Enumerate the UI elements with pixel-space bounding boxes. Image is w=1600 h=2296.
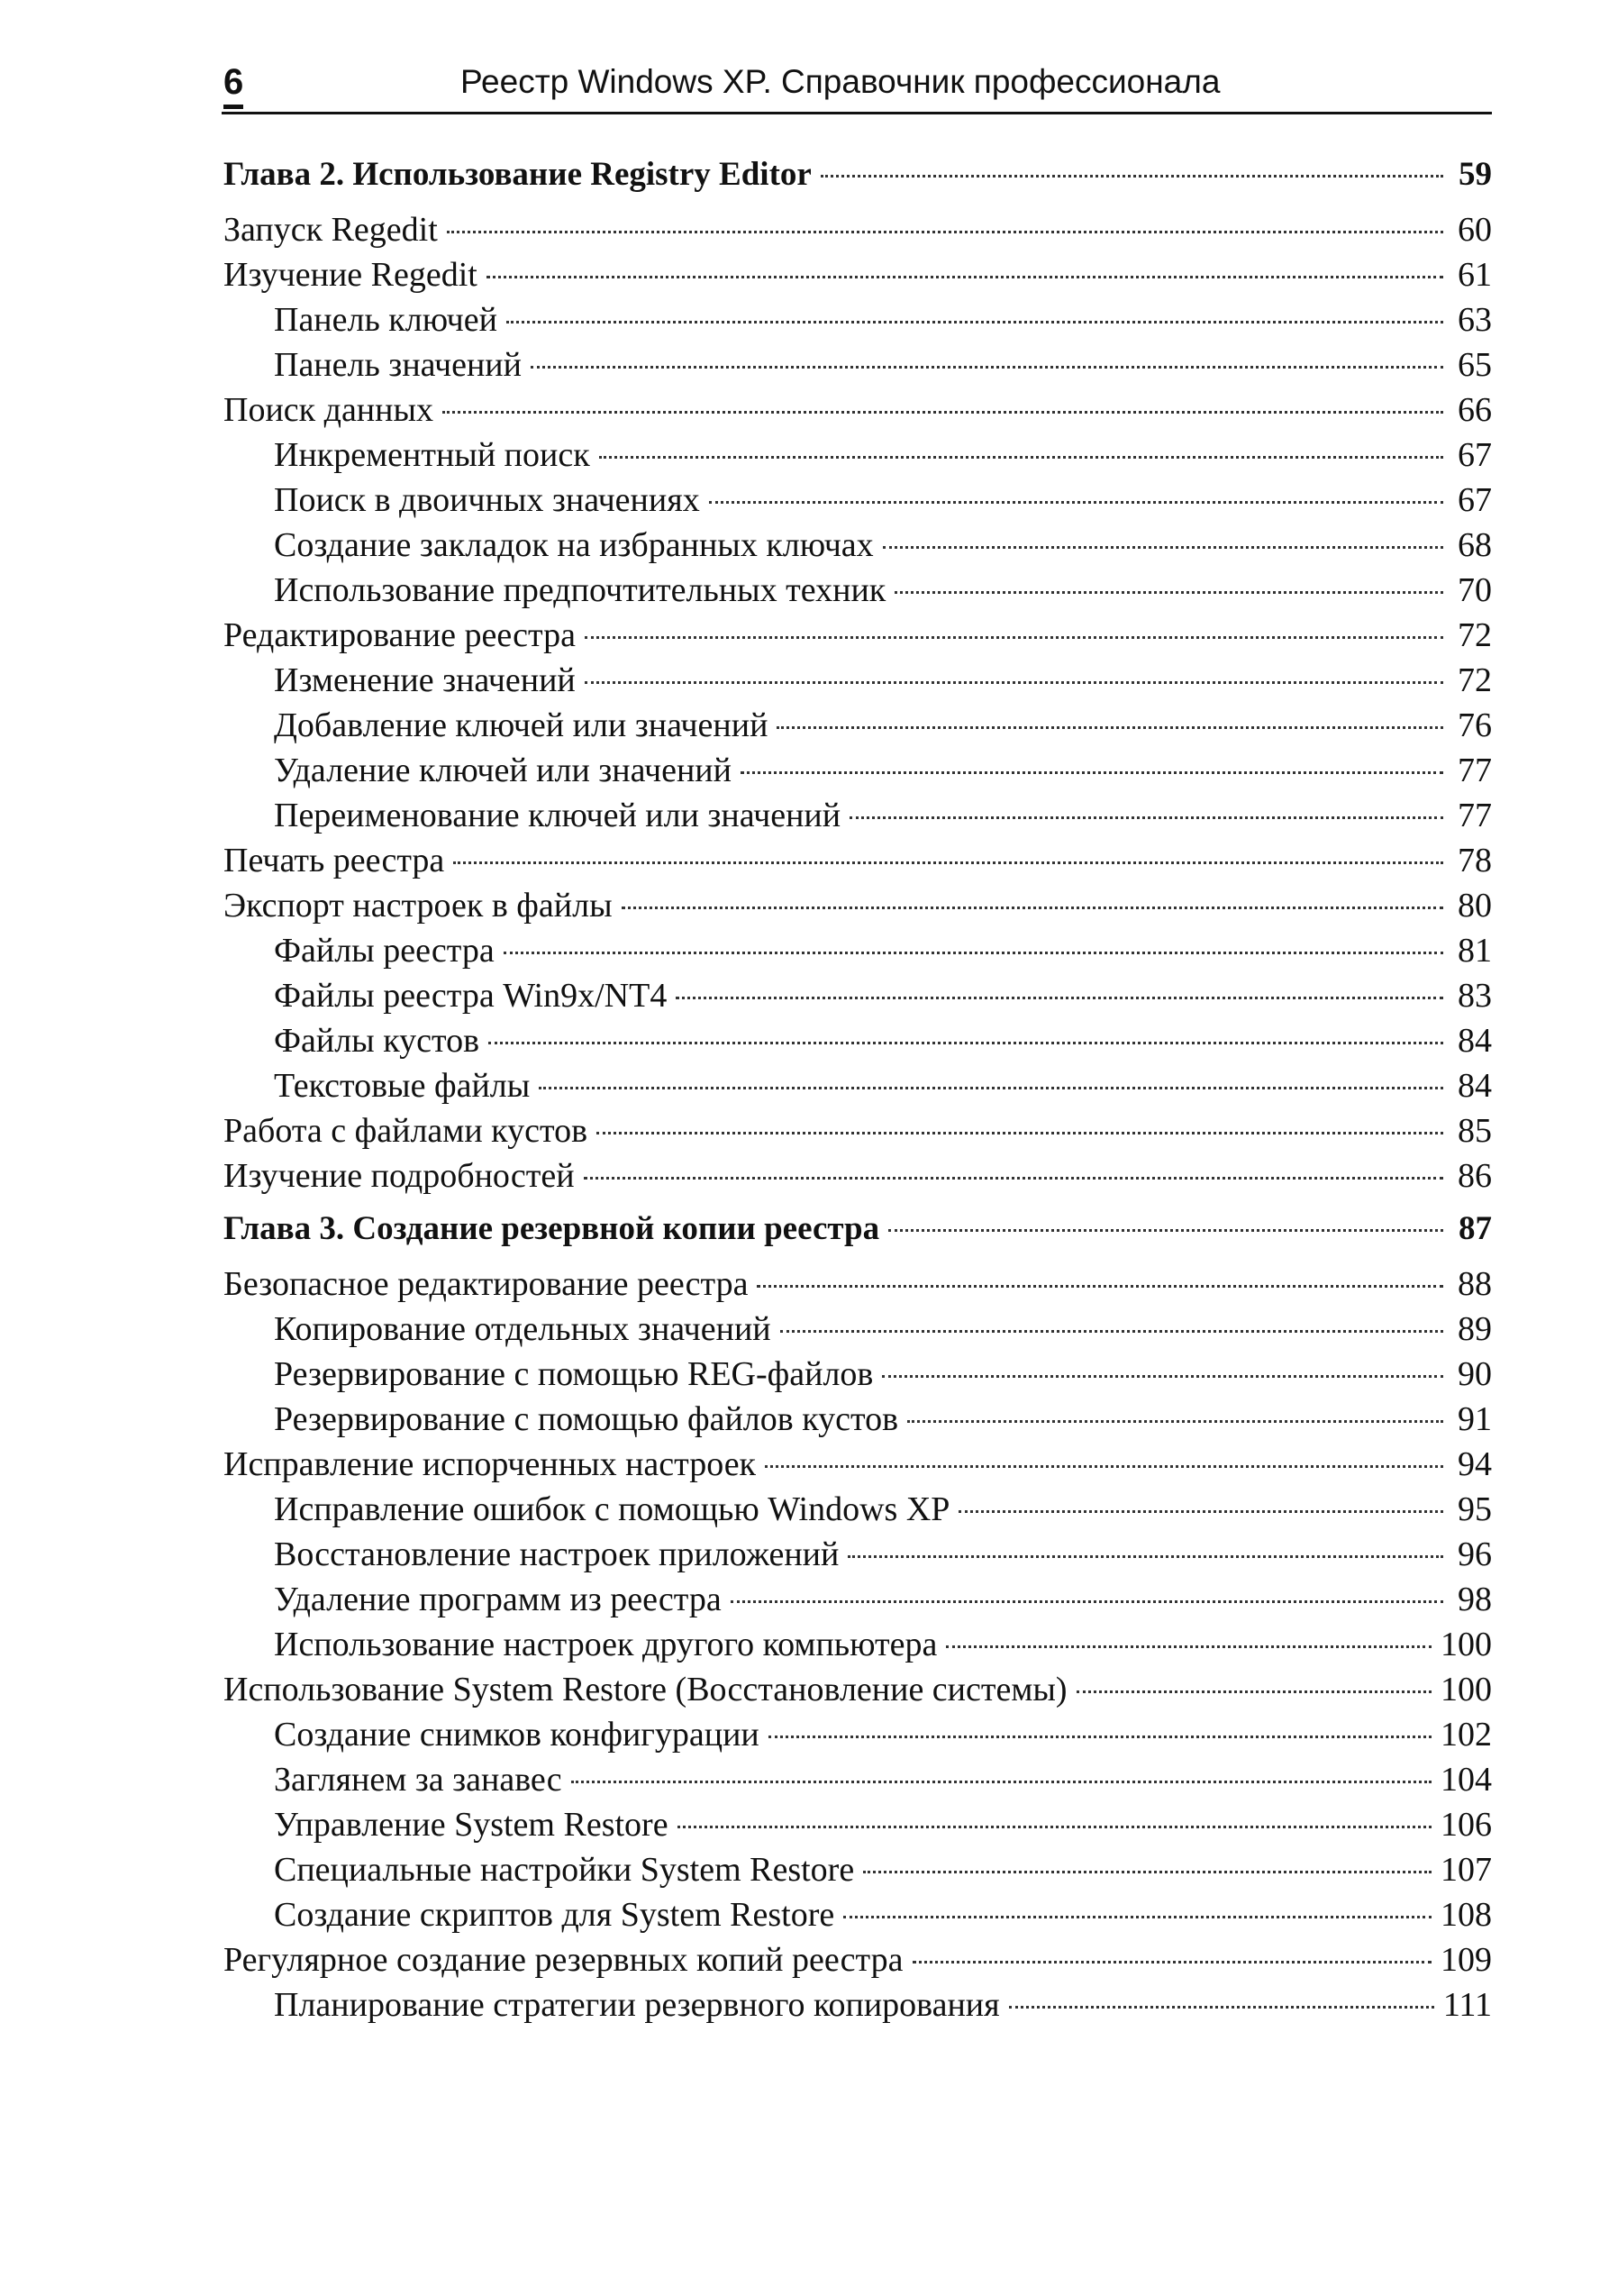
dot-leader [622,907,1443,909]
toc-page: 96 [1458,1535,1492,1573]
toc-page: 63 [1458,301,1492,339]
toc-subentry[interactable] [223,1712,1492,1757]
dot-leader [959,1510,1443,1513]
toc-entry[interactable] [223,838,1492,883]
toc-subentry[interactable] [223,1757,1492,1802]
dot-leader [821,175,1443,178]
dot-leader [488,1042,1443,1044]
toc-entry[interactable] [223,1108,1492,1153]
toc-title: Управление System Restore [274,1806,668,1844]
toc-title: Использование предпочтительных техник [274,571,886,609]
toc-page: 86 [1458,1157,1492,1195]
toc-page: 107 [1441,1851,1492,1889]
toc-page: 72 [1458,661,1492,699]
toc-title: Исправление ошибок с помощью Windows XP [274,1490,950,1528]
toc-page: 76 [1458,706,1492,744]
toc-title: Восстановление настроек приложений [274,1535,840,1573]
toc-subentry[interactable] [223,523,1492,568]
dot-leader [946,1645,1432,1648]
dot-leader [731,1600,1443,1603]
dot-leader [442,411,1443,414]
dot-leader [895,591,1443,594]
dot-leader [907,1420,1443,1423]
dot-leader [453,861,1443,864]
toc-page: 67 [1458,481,1492,519]
toc-subentry[interactable] [223,703,1492,748]
toc-page: 108 [1441,1896,1492,1934]
dot-leader [596,1132,1443,1134]
toc-title: Резервирование с помощью REG-файлов [274,1355,874,1393]
dot-leader [584,1177,1443,1180]
toc-title: Использование System Restore (Восстановление системы) [223,1671,1068,1708]
dot-leader [676,997,1443,999]
toc-page: 77 [1458,797,1492,834]
toc-entry[interactable] [223,1667,1492,1712]
toc-subentry[interactable] [223,1847,1492,1892]
toc-page: 84 [1458,1067,1492,1105]
toc-subentry[interactable] [223,1802,1492,1847]
toc-subentry[interactable] [223,1063,1492,1108]
dot-leader [913,1961,1432,1963]
toc-title: Добавление ключей или значений [274,706,768,744]
page-number: 6 [223,61,243,109]
dot-leader [741,771,1443,774]
toc-page: 91 [1458,1400,1492,1438]
dot-leader [506,321,1443,323]
toc-page: 109 [1441,1941,1492,1979]
toc-entry[interactable] [223,1937,1492,1982]
toc-page: 85 [1458,1112,1492,1150]
table-of-contents [223,151,1492,2027]
toc-title: Безопасное редактирование реестра [223,1265,749,1303]
toc-title: Создание закладок на избранных ключах [274,526,874,564]
toc-title: Файлы кустов [274,1022,480,1060]
dot-leader [843,1916,1432,1918]
toc-title: Удаление ключей или значений [274,752,732,789]
toc-title: Изучение подробностей [223,1157,575,1195]
toc-chapter-3[interactable] [223,1206,1492,1253]
toc-page: 61 [1458,256,1492,294]
toc-title: Файлы реестра Win9x/NT4 [274,977,668,1015]
toc-page: 70 [1458,571,1492,609]
toc-subentry[interactable] [223,1352,1492,1397]
toc-page: 78 [1458,842,1492,879]
toc-subentry[interactable] [223,1622,1492,1667]
toc-entry[interactable] [223,1153,1492,1198]
dot-leader [486,276,1443,278]
dot-leader [780,1330,1443,1333]
toc-subentry[interactable] [223,1018,1492,1063]
dot-leader [888,1229,1443,1232]
dot-leader [531,366,1443,369]
running-title: Реестр Windows XP. Справочник профессионала [460,63,1221,100]
toc-title: Глава 3. Создание резервной копии реестра [223,1210,880,1247]
toc-page: 80 [1458,887,1492,925]
toc-title: Создание снимков конфигурации [274,1716,759,1754]
toc-subentry[interactable] [223,748,1492,793]
toc-title: Экспорт настроек в файлы [223,887,613,925]
dot-leader [709,501,1443,504]
toc-page: 72 [1458,616,1492,654]
toc-title: Использование настроек другого компьютера [274,1626,938,1663]
toc-chapter-2[interactable] [223,151,1492,198]
dot-leader [1077,1690,1432,1693]
toc-title: Глава 2. Использование Registry Editor [223,156,812,193]
toc-subentry[interactable] [223,1487,1492,1532]
toc-subentry[interactable] [223,1532,1492,1577]
dot-leader [765,1465,1443,1468]
toc-title: Регулярное создание резервных копий реестра [223,1941,904,1979]
toc-title: Запуск Regedit [223,211,438,249]
toc-title: Планирование стратегии резервного копирования [274,1986,1000,2024]
toc-title: Изучение Regedit [223,256,477,294]
toc-page: 67 [1458,436,1492,474]
toc-page: 88 [1458,1265,1492,1303]
toc-page: 66 [1458,391,1492,429]
toc-subentry[interactable] [223,433,1492,478]
toc-entry[interactable] [223,1442,1492,1487]
toc-title: Печать реестра [223,842,445,879]
toc-title: Изменение значений [274,661,576,699]
toc-title: Переименование ключей или значений [274,797,841,834]
dot-leader [585,636,1443,639]
toc-page: 59 [1459,156,1492,193]
toc-page: 77 [1458,752,1492,789]
toc-title: Резервирование с помощью файлов кустов [274,1400,899,1438]
toc-title: Заглянем за занавес [274,1761,562,1799]
dot-leader [882,1375,1443,1378]
dot-leader [850,816,1443,819]
toc-title: Инкрементный поиск [274,436,590,474]
dot-leader [677,1826,1432,1828]
dot-leader [777,726,1443,729]
toc-subentry[interactable] [223,568,1492,613]
toc-page: 68 [1458,526,1492,564]
toc-title: Копирование отдельных значений [274,1310,771,1348]
toc-page: 89 [1458,1310,1492,1348]
dot-leader [539,1087,1443,1089]
toc-subentry[interactable] [223,1577,1492,1622]
toc-title: Работа с файлами кустов [223,1112,588,1150]
toc-page: 104 [1441,1761,1492,1799]
toc-page: 87 [1459,1210,1492,1247]
toc-title: Поиск в двоичных значениях [274,481,700,519]
dot-leader [447,231,1443,233]
toc-title: Исправление испорченных настроек [223,1445,757,1483]
toc-entry[interactable] [223,207,1492,252]
toc-entry[interactable] [223,1262,1492,1307]
toc-page: 102 [1441,1716,1492,1754]
toc-entry[interactable] [223,883,1492,928]
toc-subentry[interactable] [223,658,1492,703]
toc-title: Панель ключей [274,301,497,339]
toc-title: Специальные настройки System Restore [274,1851,855,1889]
dot-leader [757,1285,1443,1288]
toc-title: Поиск данных [223,391,434,429]
toc-subentry[interactable] [223,973,1492,1018]
toc-page: 95 [1458,1490,1492,1528]
dot-leader [1009,2006,1434,2009]
running-header [222,54,1492,114]
toc-subentry[interactable] [223,1892,1492,1937]
toc-subentry[interactable] [223,793,1492,838]
toc-page: 98 [1458,1581,1492,1618]
toc-subentry[interactable] [223,1307,1492,1352]
toc-title: Текстовые файлы [274,1067,531,1105]
dot-leader [848,1555,1443,1558]
toc-page: 81 [1458,932,1492,970]
toc-subentry[interactable] [223,1982,1492,2027]
toc-title: Удаление программ из реестра [274,1581,722,1618]
toc-title: Файлы реестра [274,932,495,970]
toc-title: Создание скриптов для System Restore [274,1896,835,1934]
toc-page: 94 [1458,1445,1492,1483]
toc-subentry[interactable] [223,1397,1492,1442]
dot-leader [504,952,1443,954]
toc-page: 65 [1458,346,1492,384]
toc-page: 84 [1458,1022,1492,1060]
dot-leader [883,546,1443,549]
toc-page: 90 [1458,1355,1492,1393]
toc-subentry[interactable] [223,478,1492,523]
toc-page: 100 [1441,1626,1492,1663]
toc-title: Панель значений [274,346,522,384]
toc-subentry[interactable] [223,297,1492,342]
dot-leader [571,1781,1432,1783]
toc-entry[interactable] [223,387,1492,433]
dot-leader [863,1871,1432,1873]
toc-page: 106 [1441,1806,1492,1844]
toc-title: Редактирование реестра [223,616,576,654]
toc-page: 60 [1458,211,1492,249]
dot-leader [585,681,1443,684]
toc-entry[interactable] [223,252,1492,297]
dot-leader [768,1736,1432,1738]
dot-leader [599,456,1443,459]
toc-page: 100 [1441,1671,1492,1708]
toc-page: 111 [1442,1986,1492,2024]
toc-subentry[interactable] [223,928,1492,973]
toc-subentry[interactable] [223,342,1492,387]
toc-page: 83 [1458,977,1492,1015]
toc-entry[interactable] [223,613,1492,658]
